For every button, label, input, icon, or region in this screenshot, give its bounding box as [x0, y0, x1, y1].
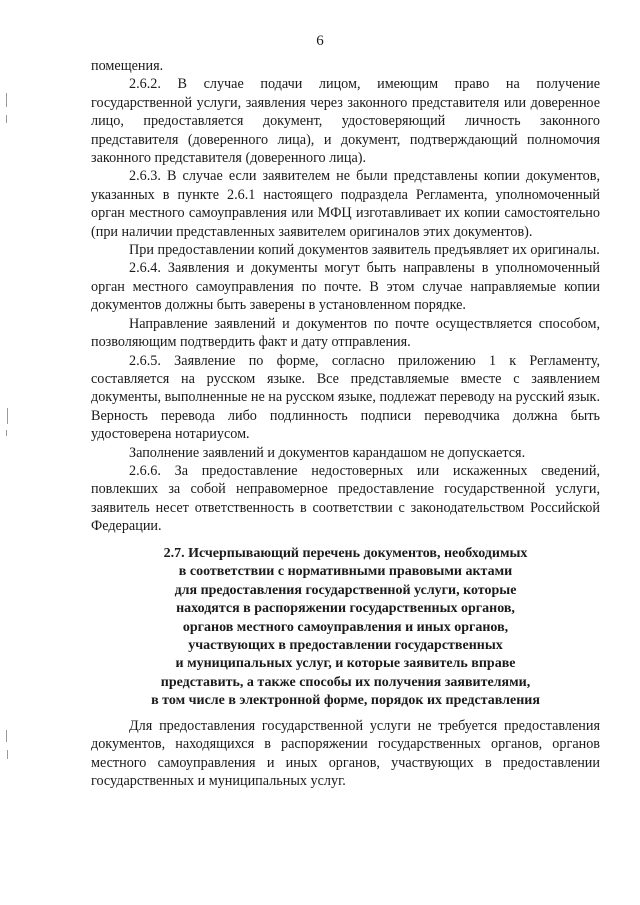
scan-mark [6, 430, 7, 436]
heading-line: органов местного самоуправления и иных органов, [182, 619, 509, 635]
paragraph: Направление заявлений и документов по почте осуществляется способом, позволяющим подтвердить факт и дату отправления. [91, 315, 600, 351]
page-number: 6 [316, 33, 324, 49]
heading-line: в соответствии с нормативными правовыми актами [178, 564, 513, 580]
paragraph: помещения. [91, 58, 164, 74]
scan-mark [6, 115, 7, 123]
paragraph: 2.6.4. Заявления и документы могут быть направлены в уполномоченный орган местного самоуправления по почте. В этом случае направляемые копии документов должны быть заверены в установленном порядке. [91, 260, 600, 314]
scan-mark [6, 730, 7, 742]
heading-line: и муниципальных услуг, и которые заявитель вправе [175, 656, 516, 672]
scan-mark [7, 750, 8, 759]
body-text-bottom [91, 717, 600, 791]
paragraph: 2.6.2. В случае подачи лицом, имеющим право на получение государственной услуги, заявления через законного представителя или доверенное лицо, предоставляется документ, удостоверяющий личность законного представителя (доверенного лица), и документ, подтверждающий полномочия законного представителя (доверенного лица). [91, 76, 600, 167]
heading-line: представить, а также способы их получения заявителями, [160, 674, 531, 690]
paragraph: Заполнение заявлений и документов карандашом не допускается. [129, 444, 526, 461]
heading-line: для предоставления государственной услуги, которые [174, 582, 517, 598]
heading-line: в том числе в электронной форме, порядок их представления [151, 693, 540, 709]
heading-line: участвующих в предоставлении государственных [188, 638, 503, 654]
heading-line: находятся в распоряжении государственных органов, [176, 601, 515, 617]
scan-mark [7, 408, 8, 424]
paragraph: 2.6.6. За предоставление недостоверных или искаженных сведений, повлекших за собой неправомерное предоставление государственной услуги, заявитель несет ответственность в соответствии с законодательством Российской Федерации. [91, 462, 600, 535]
section-heading-2-7 [91, 545, 600, 711]
heading-line: 2.7. Исчерпывающий перечень документов, необходимых [163, 546, 528, 561]
paragraph: Для предоставления государственной услуги не требуется предоставления документов, находящихся в распоряжении государственных органов, органов местного самоуправления и иных органов, участвующих в предоставлении государственных и муниципальных услуг. [91, 718, 600, 790]
paragraph: 2.6.5. Заявление по форме, согласно приложению 1 к Регламенту, составляется на русском языке. Все представляемые вместе с заявлением документы, выполненные не на русском языке, подлежат переводу на русский язык. Верность перевода либо подлинность подписи переводчика должна быть удостоверена нотариусом. [91, 352, 600, 443]
paragraph: При предоставлении копий документов заявитель предъявляет их оригиналы. [129, 242, 600, 259]
body-text-top [91, 57, 600, 536]
paragraph: 2.6.3. В случае если заявителем не были представлены копии документов, указанных в пункте 2.6.1 настоящего подраздела Регламента, уполномоченный орган местного самоуправления или МФЦ изготавливает их копии самостоятельно (при наличии представленных заявителем оригиналов этих документов). [91, 168, 600, 240]
scan-mark [6, 93, 7, 107]
